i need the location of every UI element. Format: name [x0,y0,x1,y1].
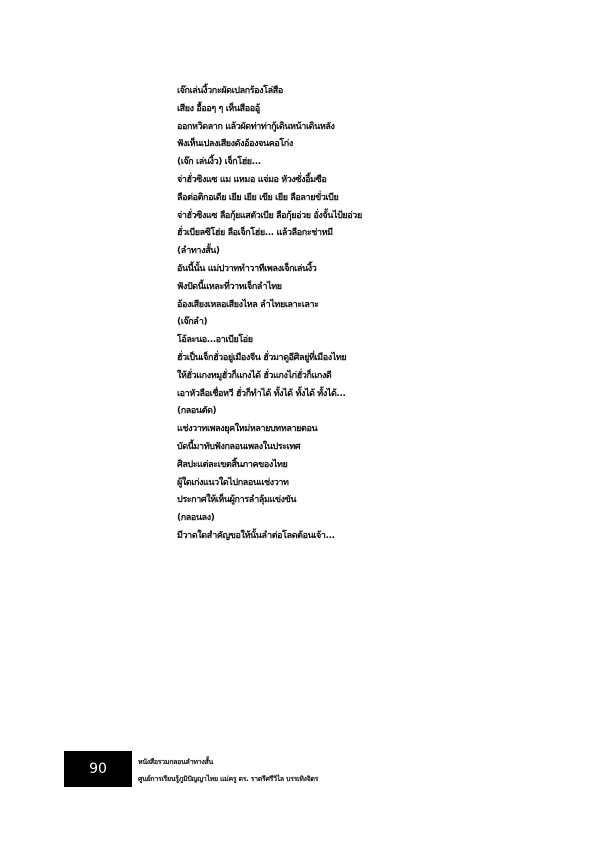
poem-line: ฮั่วเบียลซิโฮ่ย ลือเจ็กโฮ่ย... แล้วลือกะช่าหมี [177,228,333,239]
poem-line: จ่าฮั่วซิงแซ แม แหมอ แจ่มอ หัวงซั่งอิ้มซือ [177,174,327,185]
poem-line: มีวาดใดสำคัญขอให้นั้นลำต่อโลดต้อนเจ้า... [177,530,335,541]
page-number: 90 [89,761,107,777]
poem-line: ผู้ใดเก่งแนวใดไปกลอนแช่งวาท [177,477,289,488]
poem-line: เสียง อื้ออๆ ๆ เห็นสือออู้ [177,103,260,114]
poem-line: อ้องเสียงเหลอเสียงไหล ลำไทยเลาะเลาะ [177,299,319,310]
poem-line: ฮั่วเป็นเจ็กฮั่วอยู่เมืองจีน ฮั่วมาดูอีศิลยู่ที่เมืองไทย [177,352,347,363]
book-title: หนังสือรวมกลอนลำทางสั้น [138,758,213,766]
poem-line: ลือต่อติกอเดีย เยีย เยีย เขีย เยีย ลือลายขั่วเบีย [177,192,339,203]
poem-line: ให้ฮั่วแกงหมูฮั่วก็แกงได้ ฮั่วแกงไก่ฮั่วก็แกงดี [177,370,332,381]
poem-line: เจ๊กเล่นงิ้วกะผัดเปลกร้องโล่สือ [177,86,283,96]
poem-line: ฟังปัดนี้แหละที่วาทเจ็กลำไทย [177,281,282,292]
publisher-line: ศูนย์การเรียนรู้ภูมิปัญญาไทย แม่ครู ดร. ราตรีศรีวิไล บรรเทิงจิตร [138,775,319,783]
poem-line: บัดนี้มาทับฟังกลอนเพลงในประเทศ [177,441,301,452]
poem-line: (เจ๊ก เล่นงิ้ว) เจ็กโฮ่ย... [177,157,261,168]
poem-line: (ลำทางสั้น) [177,246,220,257]
poem-line: (กลอนตัด) [177,406,217,417]
poem-line: อันนี้นั้น แม่ปวาททำวาทีเพลงเจ็กเล่นงิ้ว [177,263,317,274]
poem-text-block [177,83,437,546]
poem-line: (เจ๊กลำ) [177,317,208,328]
poem-line: ประกาศให้เห็นผู้การลำลุ้มแข่งขัน [177,495,297,506]
page-number-box [64,751,132,787]
poem-line: โอ้ละนอ...อาเบียโอ่ย [177,335,253,346]
poem-line: ออกหวิดลาก แล้วผัดท่าท่ากู้เดินหน้าเดินหลัง [177,121,335,132]
footer-caption [138,754,438,788]
poem-line: เอาหัวลือเชื่อหวี ฮั่วก็ทำได้ ทั้งได้ ทั้งได้ ทั้งได้... [177,388,346,399]
poem-line: ฟังเห็นเปลงเสียงดังอ้องจนคอโก่ง [177,139,293,150]
poem-line: (กลอนลง) [177,513,215,524]
poem-line: จ่าฮั่วซิงแซ ลือกุ้ยแสตัวเบีย ลือกุ้ยอ่วย อั่งจั้นไป้ยอ่วย [177,210,362,221]
poem-line: แช่งวาทเพลงยุคใหม่หลายบทหลายตอน [177,424,318,435]
poem-line: ศิลปะแต่ละเขตสิ้นภาคของไทย [177,459,288,470]
